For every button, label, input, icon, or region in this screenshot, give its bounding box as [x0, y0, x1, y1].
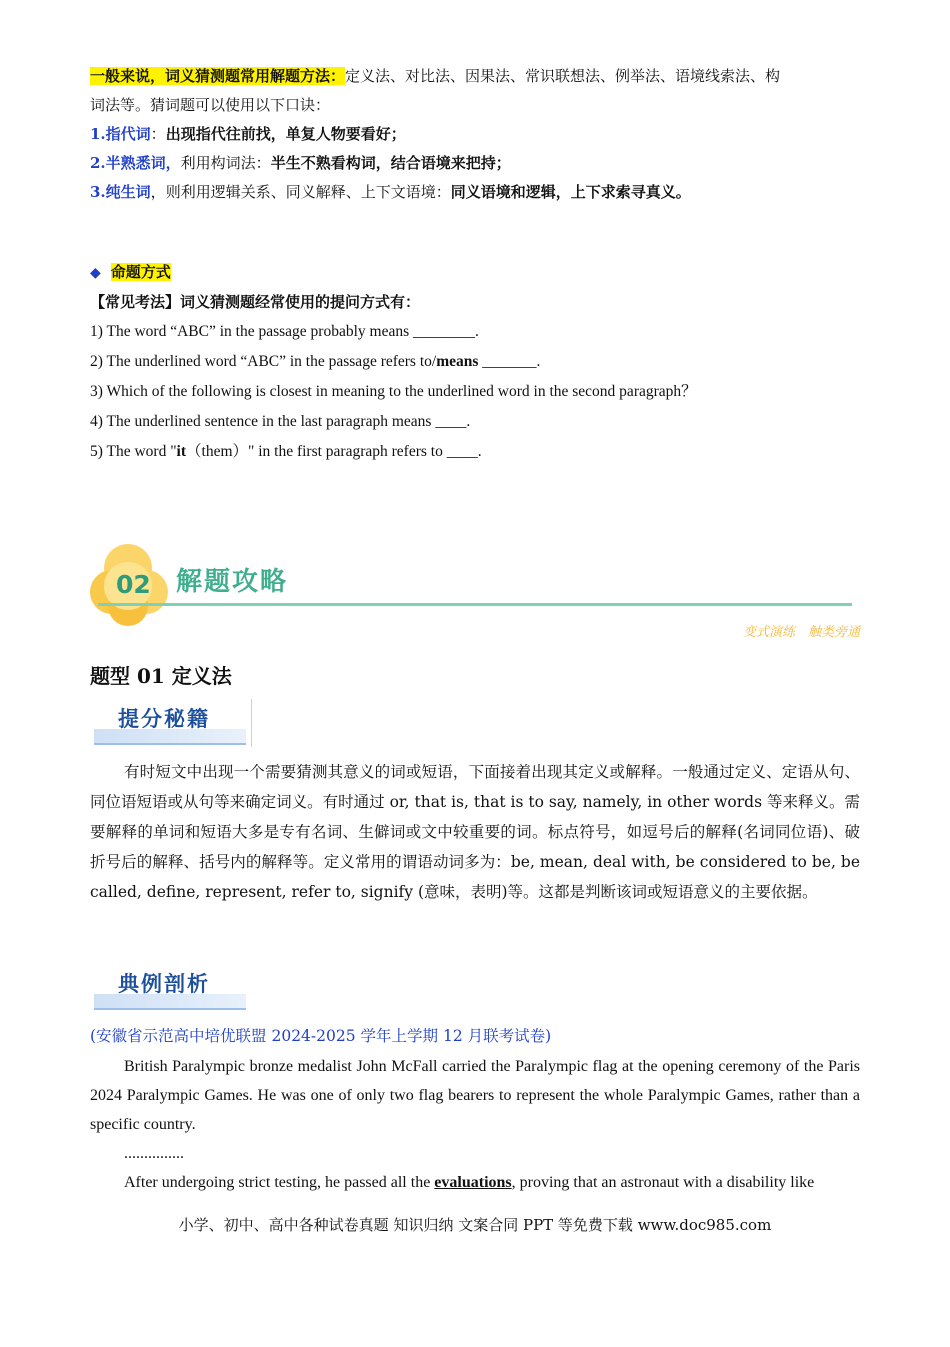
explanation-paragraph: 有时短文中出现一个需要猜测其意义的词或短语，下面接着出现其定义或解释。一般通过定义、定语从句、同位语短语或从句等来确定词义。有时通过 or, that is, that is to say, namely, in other words 等来释义。需要解释的单词和短语大多是专有名词、生僻词或文中较重要的词。标点符号，如逗号后的解释(名词同位语)、破折号后的解释、括号内的解释等。定义常用的谓语动词多为：be, mean, deal with, be considered to be, be called, define, represent, refer to, signify (意味，表明)等。这都是判断该词或短语意义的主要依据。	[90, 763, 860, 901]
section-banner	[90, 540, 862, 645]
q5-bold: it	[176, 443, 187, 460]
passage2-post: , proving that an astronaut with a disability like	[511, 1174, 815, 1191]
section-lead: 【常见考法】词义猜测题经常使用的提问方式有：	[90, 293, 421, 311]
intro-line1-rest: 定义法、对比法、因果法、常识联想法、例举法、语境线索法、构	[345, 67, 781, 85]
rule-3-sep: ，	[150, 183, 166, 201]
type-title: 题型 01 定义法	[90, 664, 232, 688]
intro-line-1	[90, 62, 860, 91]
passage-paragraph-1: British Paralympic bronze medalist John McFall carried the Paralympic flag at the opening ceremony of the Paris 2024 Paralympic Games. He was one of only two flag bearers to represent the whole Paralympic Games, rather than a specific country.	[90, 1058, 860, 1133]
banner-divider	[98, 603, 852, 606]
rule-2	[90, 149, 860, 178]
intro-line-2: 词法等。猜词题可以使用以下口诀：	[90, 96, 331, 114]
example-source: (安徽省示范高中培优联盟 2024-2025 学年上学期 12 月联考试卷)	[90, 1027, 552, 1045]
tag-tips-label: 提分秘籍	[118, 707, 210, 731]
q5-post: （them）" in the first paragraph refers to ____.	[186, 443, 482, 460]
rule-3	[90, 178, 860, 207]
page-footer: 小学、初中、高中各种试卷真题 知识归纳 文案合同 PPT 等免费下载 www.doc985.com	[178, 1216, 772, 1234]
q2-pre: 2) The underlined word “ABC” in the passage refers to/	[90, 353, 437, 370]
question-2	[90, 347, 860, 377]
q3-text: 3) Which of the following is closest in meaning to the underlined word in the second paragraph？	[90, 383, 697, 400]
q2-bold: means	[436, 353, 479, 370]
section-heading	[90, 258, 860, 288]
rule-3-num: 3.纯生词	[90, 183, 151, 201]
question-4	[90, 407, 860, 437]
passage-dots: ...............	[124, 1145, 184, 1162]
underlined-word: evaluations	[434, 1174, 512, 1191]
tag-example	[94, 968, 246, 1012]
banner-title: 解题攻略	[176, 567, 289, 597]
q1-text: 1) The word “ABC” in the passage probably means ________.	[90, 323, 479, 340]
question-5	[90, 437, 860, 467]
passage-paragraph-2	[90, 1168, 860, 1197]
banner-subtitle: 变式演练 触类旁通	[742, 625, 860, 640]
intro-block	[90, 62, 860, 467]
tag-tips	[94, 703, 246, 747]
rule-1-bold: 出现指代往前找，单复人物要看好；	[165, 125, 406, 143]
passage2-pre: After undergoing strict testing, he passed all the	[124, 1174, 435, 1191]
banner-number: 02	[116, 570, 151, 599]
rule-2-bold: 半生不熟看构词，结合语境来把持；	[270, 154, 511, 172]
rule-2-plain: 利用构词法：	[180, 154, 271, 172]
q2-post: _______.	[478, 353, 541, 370]
rule-2-num: 2.半熟悉词，	[90, 154, 181, 172]
question-1	[90, 317, 860, 347]
tag-example-label: 典例剖析	[118, 972, 210, 996]
intro-highlight: 一般来说，词义猜测题常用解题方法：	[90, 67, 346, 85]
q4-text: 4) The underlined sentence in the last paragraph means ____.	[90, 413, 471, 430]
diamond-icon: ◆	[90, 265, 101, 281]
rule-3-bold: 同义语境和逻辑，上下求索寻真义。	[450, 183, 691, 201]
q5-pre: 5) The word "	[90, 443, 177, 460]
section-title: 命题方式	[110, 263, 171, 281]
rule-1-sep: ：	[150, 125, 166, 143]
rule-1-num: 1.指代词	[90, 125, 151, 143]
rule-3-plain: 则利用逻辑关系、同义解释、上下文语境：	[165, 183, 451, 201]
rule-1	[90, 120, 860, 149]
question-3	[90, 377, 860, 407]
tag-tips-divider	[251, 699, 252, 747]
